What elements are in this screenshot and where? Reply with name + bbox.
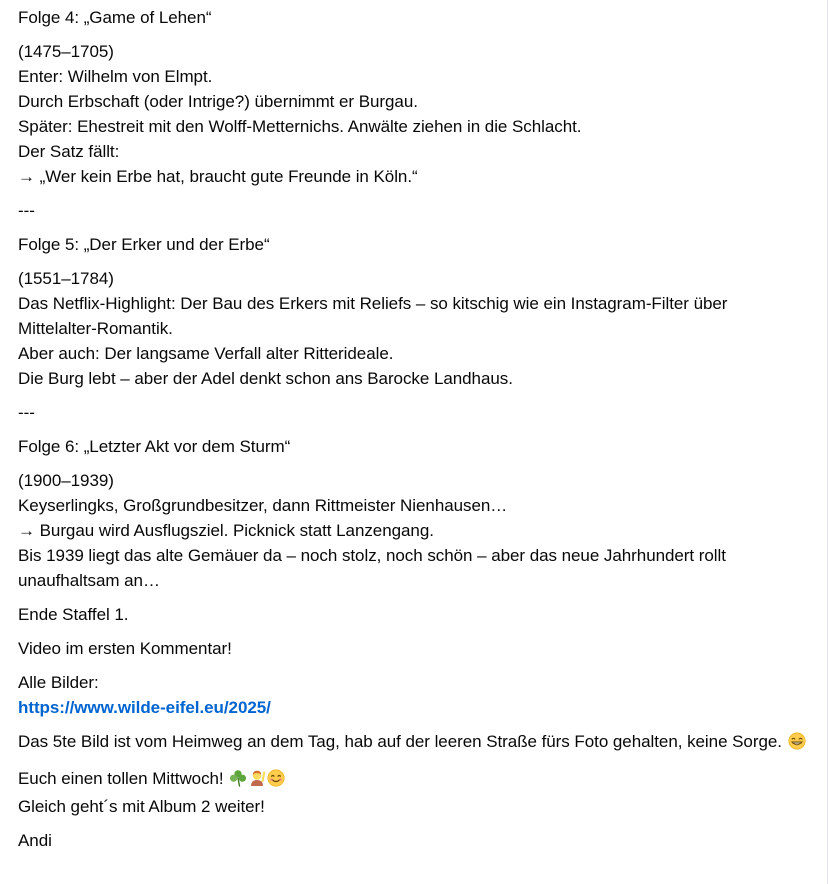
- photo-note-text: Das 5te Bild ist vom Heimweg an dem Tag, hab auf der leeren Straße fürs Foto gehalten, keine Sorge.: [18, 732, 782, 751]
- episode-5-body: [18, 266, 808, 391]
- shamrock-emoji-icon: [229, 769, 247, 794]
- episode-5-years: (1551–1784): [18, 269, 114, 288]
- episode-4-line-1: Enter: Wilhelm von Elmpt.: [18, 67, 213, 86]
- episode-4-years: (1475–1705): [18, 42, 114, 61]
- separator-2: ---: [18, 403, 35, 422]
- separator-1: ---: [18, 201, 35, 220]
- episode-5-line-2: Aber auch: Der langsame Verfall alter Ritterideale.: [18, 344, 394, 363]
- season-end-text: Ende Staffel 1.: [18, 605, 129, 624]
- closing: [18, 766, 808, 819]
- person-raising-hand-emoji-icon: [248, 769, 266, 794]
- signature: [18, 828, 808, 853]
- images-link[interactable]: https://www.wilde-eifel.eu/2025/: [18, 698, 271, 717]
- episode-6-line-1: Keyserlingks, Großgrundbesitzer, dann Rittmeister Nienhausen…: [18, 496, 508, 515]
- post-body: [18, 5, 808, 862]
- episode-5-title: [18, 232, 808, 257]
- episode-6-title: [18, 434, 808, 459]
- episode-6-years: (1900–1939): [18, 471, 114, 490]
- episode-6-title-text: Folge 6: „Letzter Akt vor dem Sturm“: [18, 437, 291, 456]
- video-note-text: Video im ersten Kommentar!: [18, 639, 232, 658]
- images-section: [18, 670, 808, 720]
- episode-4-title-text: Folge 4: „Game of Lehen“: [18, 8, 212, 27]
- signature-text: Andi: [18, 831, 52, 850]
- episode-4-line-3: Später: Ehestreit mit den Wolff-Metternichs. Anwälte ziehen in die Schlacht.: [18, 117, 582, 136]
- episode-4-body: [18, 39, 808, 189]
- episode-5-title-text: Folge 5: „Der Erker und der Erbe“: [18, 235, 270, 254]
- episode-6-body: [18, 468, 808, 593]
- video-note: [18, 636, 808, 661]
- smiling-face-emoji-icon: [267, 769, 285, 794]
- episode-5-line-1: Das Netflix-Highlight: Der Bau des Erkers mit Reliefs – so kitschig wie ein Instagram-Filter über Mittelalter-Romantik.: [18, 294, 728, 338]
- closing-wish-text: Euch einen tollen Mittwoch!: [18, 769, 224, 788]
- season-end: [18, 602, 808, 627]
- episode-4-line-2: Durch Erbschaft (oder Intrige?) übernimmt er Burgau.: [18, 92, 418, 111]
- episode-4-title: [18, 5, 808, 30]
- grin-emoji-icon: [788, 732, 806, 757]
- photo-note-line: [18, 729, 808, 757]
- episode-4-line-5: → „Wer kein Erbe hat, braucht gute Freunde in Köln.“: [18, 167, 418, 186]
- episode-5-line-3: Die Burg lebt – aber der Adel denkt schon ans Barocke Landhaus.: [18, 369, 513, 388]
- episode-6-line-3: Bis 1939 liegt das alte Gemäuer da – noch stolz, noch schön – aber das neue Jahrhundert rollt unaufhaltsam an…: [18, 546, 726, 590]
- next-album-text: Gleich geht´s mit Album 2 weiter!: [18, 797, 265, 816]
- episode-6-line-2: → Burgau wird Ausflugsziel. Picknick statt Lanzengang.: [18, 521, 434, 540]
- images-label: Alle Bilder:: [18, 673, 99, 692]
- episode-4-line-4: Der Satz fällt:: [18, 142, 120, 161]
- photo-note: [18, 729, 808, 757]
- closing-wish-line: [18, 766, 808, 794]
